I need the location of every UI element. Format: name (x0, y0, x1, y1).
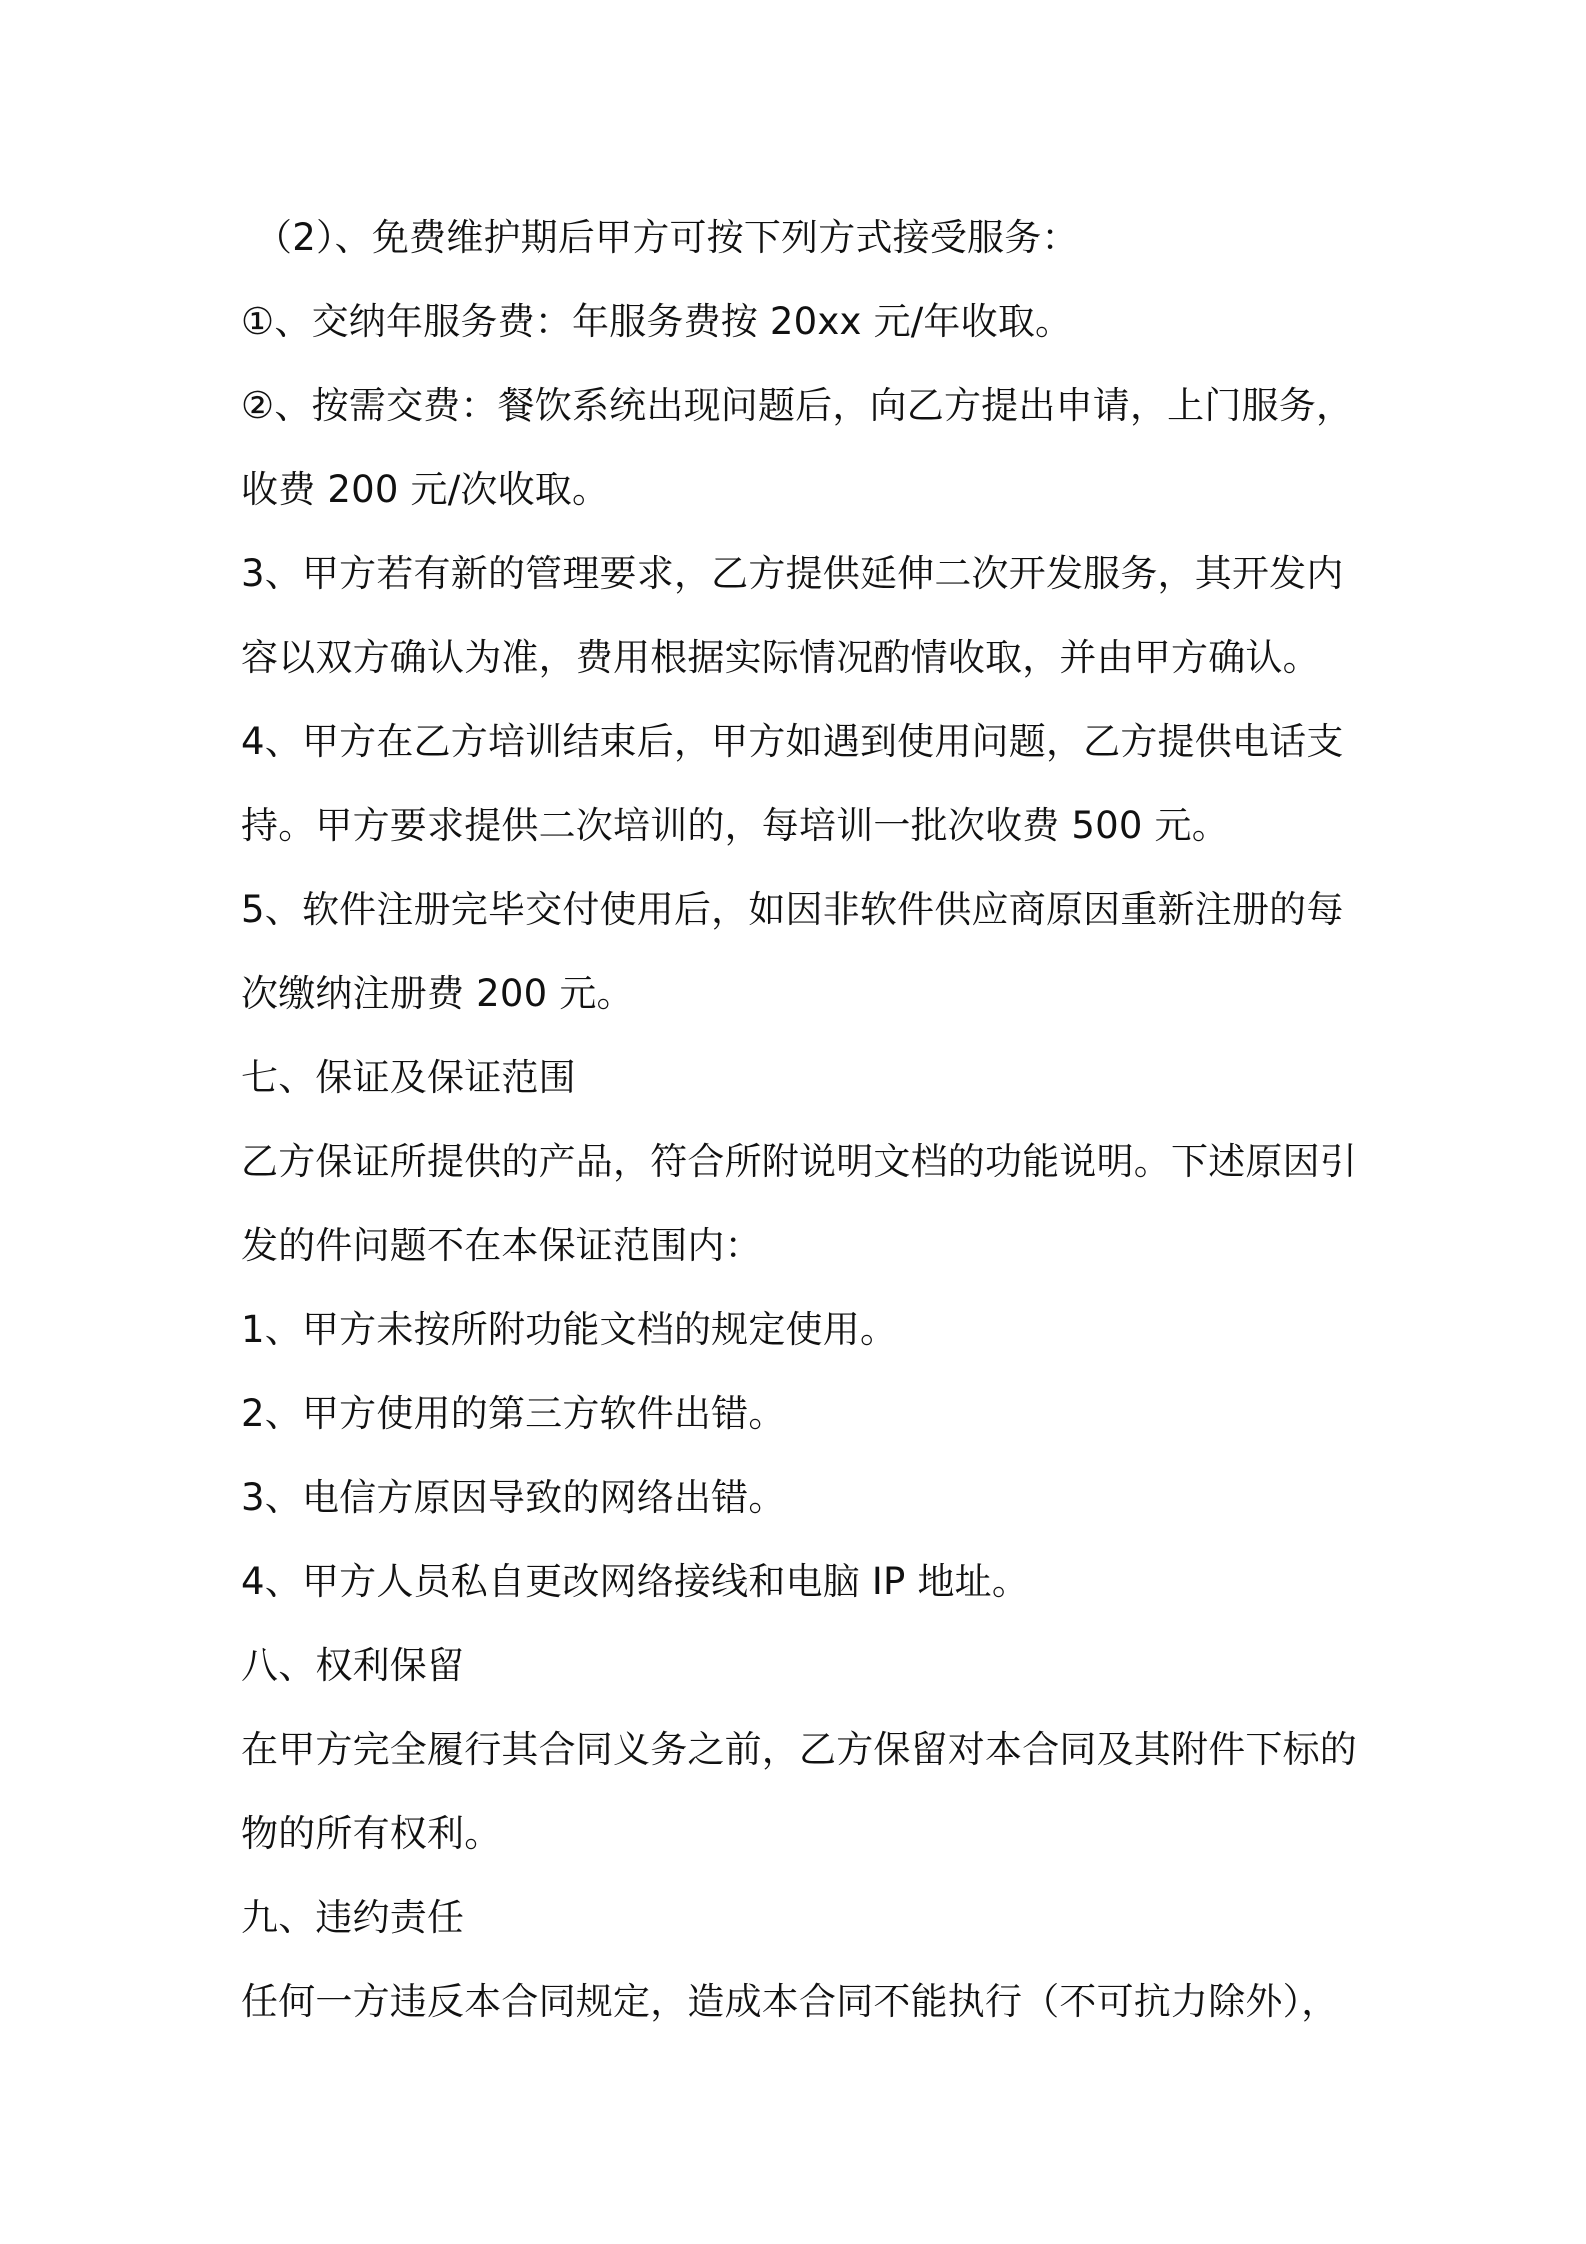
text-line: ①、交纳年服务费：年服务费按 20xx 元/年收取。 (241, 300, 1073, 343)
text-line: 收费 200 元/次收取。 (241, 468, 610, 511)
text-line: 3、甲方若有新的管理要求，乙方提供延伸二次开发服务，其开发内 (241, 552, 1344, 595)
text-line: 1、甲方未按所附功能文档的规定使用。 (241, 1308, 898, 1351)
text-line: 乙方保证所提供的产品，符合所附说明文档的功能说明。下述原因引 (241, 1140, 1357, 1183)
document-body (241, 196, 1361, 2044)
text-line: ②、按需交费：餐饮系统出现问题后，向乙方提出申请，上门服务， (241, 384, 1354, 427)
text-line: 5、软件注册完毕交付使用后，如因非软件供应商原因重新注册的每 (241, 888, 1344, 931)
text-line: 发的件问题不在本保证范围内： (241, 1224, 762, 1267)
section-heading: 七、保证及保证范围 (241, 1056, 576, 1099)
section-heading: 九、违约责任 (241, 1896, 465, 1939)
text-line: 容以双方确认为准，费用根据实际情况酌情收取，并由甲方确认。 (241, 636, 1320, 679)
text-line: 物的所有权利。 (241, 1812, 502, 1855)
text-line: 4、甲方人员私自更改网络接线和电脑 IP 地址。 (241, 1560, 1030, 1603)
text-line: 4、甲方在乙方培训结束后，甲方如遇到使用问题，乙方提供电话支 (241, 720, 1344, 763)
text-line: 任何一方违反本合同规定，造成本合同不能执行（不可抗力除外）， (241, 1980, 1339, 2023)
text-line: 2、甲方使用的第三方软件出错。 (241, 1392, 786, 1435)
text-line: （2）、免费维护期后甲方可按下列方式接受服务： (255, 216, 1079, 259)
text-line: 次缴纳注册费 200 元。 (241, 972, 634, 1015)
text-line: 在甲方完全履行其合同义务之前，乙方保留对本合同及其附件下标的 (241, 1728, 1357, 1771)
text-line: 持。甲方要求提供二次培训的，每培训一批次收费 500 元。 (241, 804, 1229, 847)
text-line: 3、电信方原因导致的网络出错。 (241, 1476, 786, 1519)
section-heading: 八、权利保留 (241, 1644, 465, 1687)
